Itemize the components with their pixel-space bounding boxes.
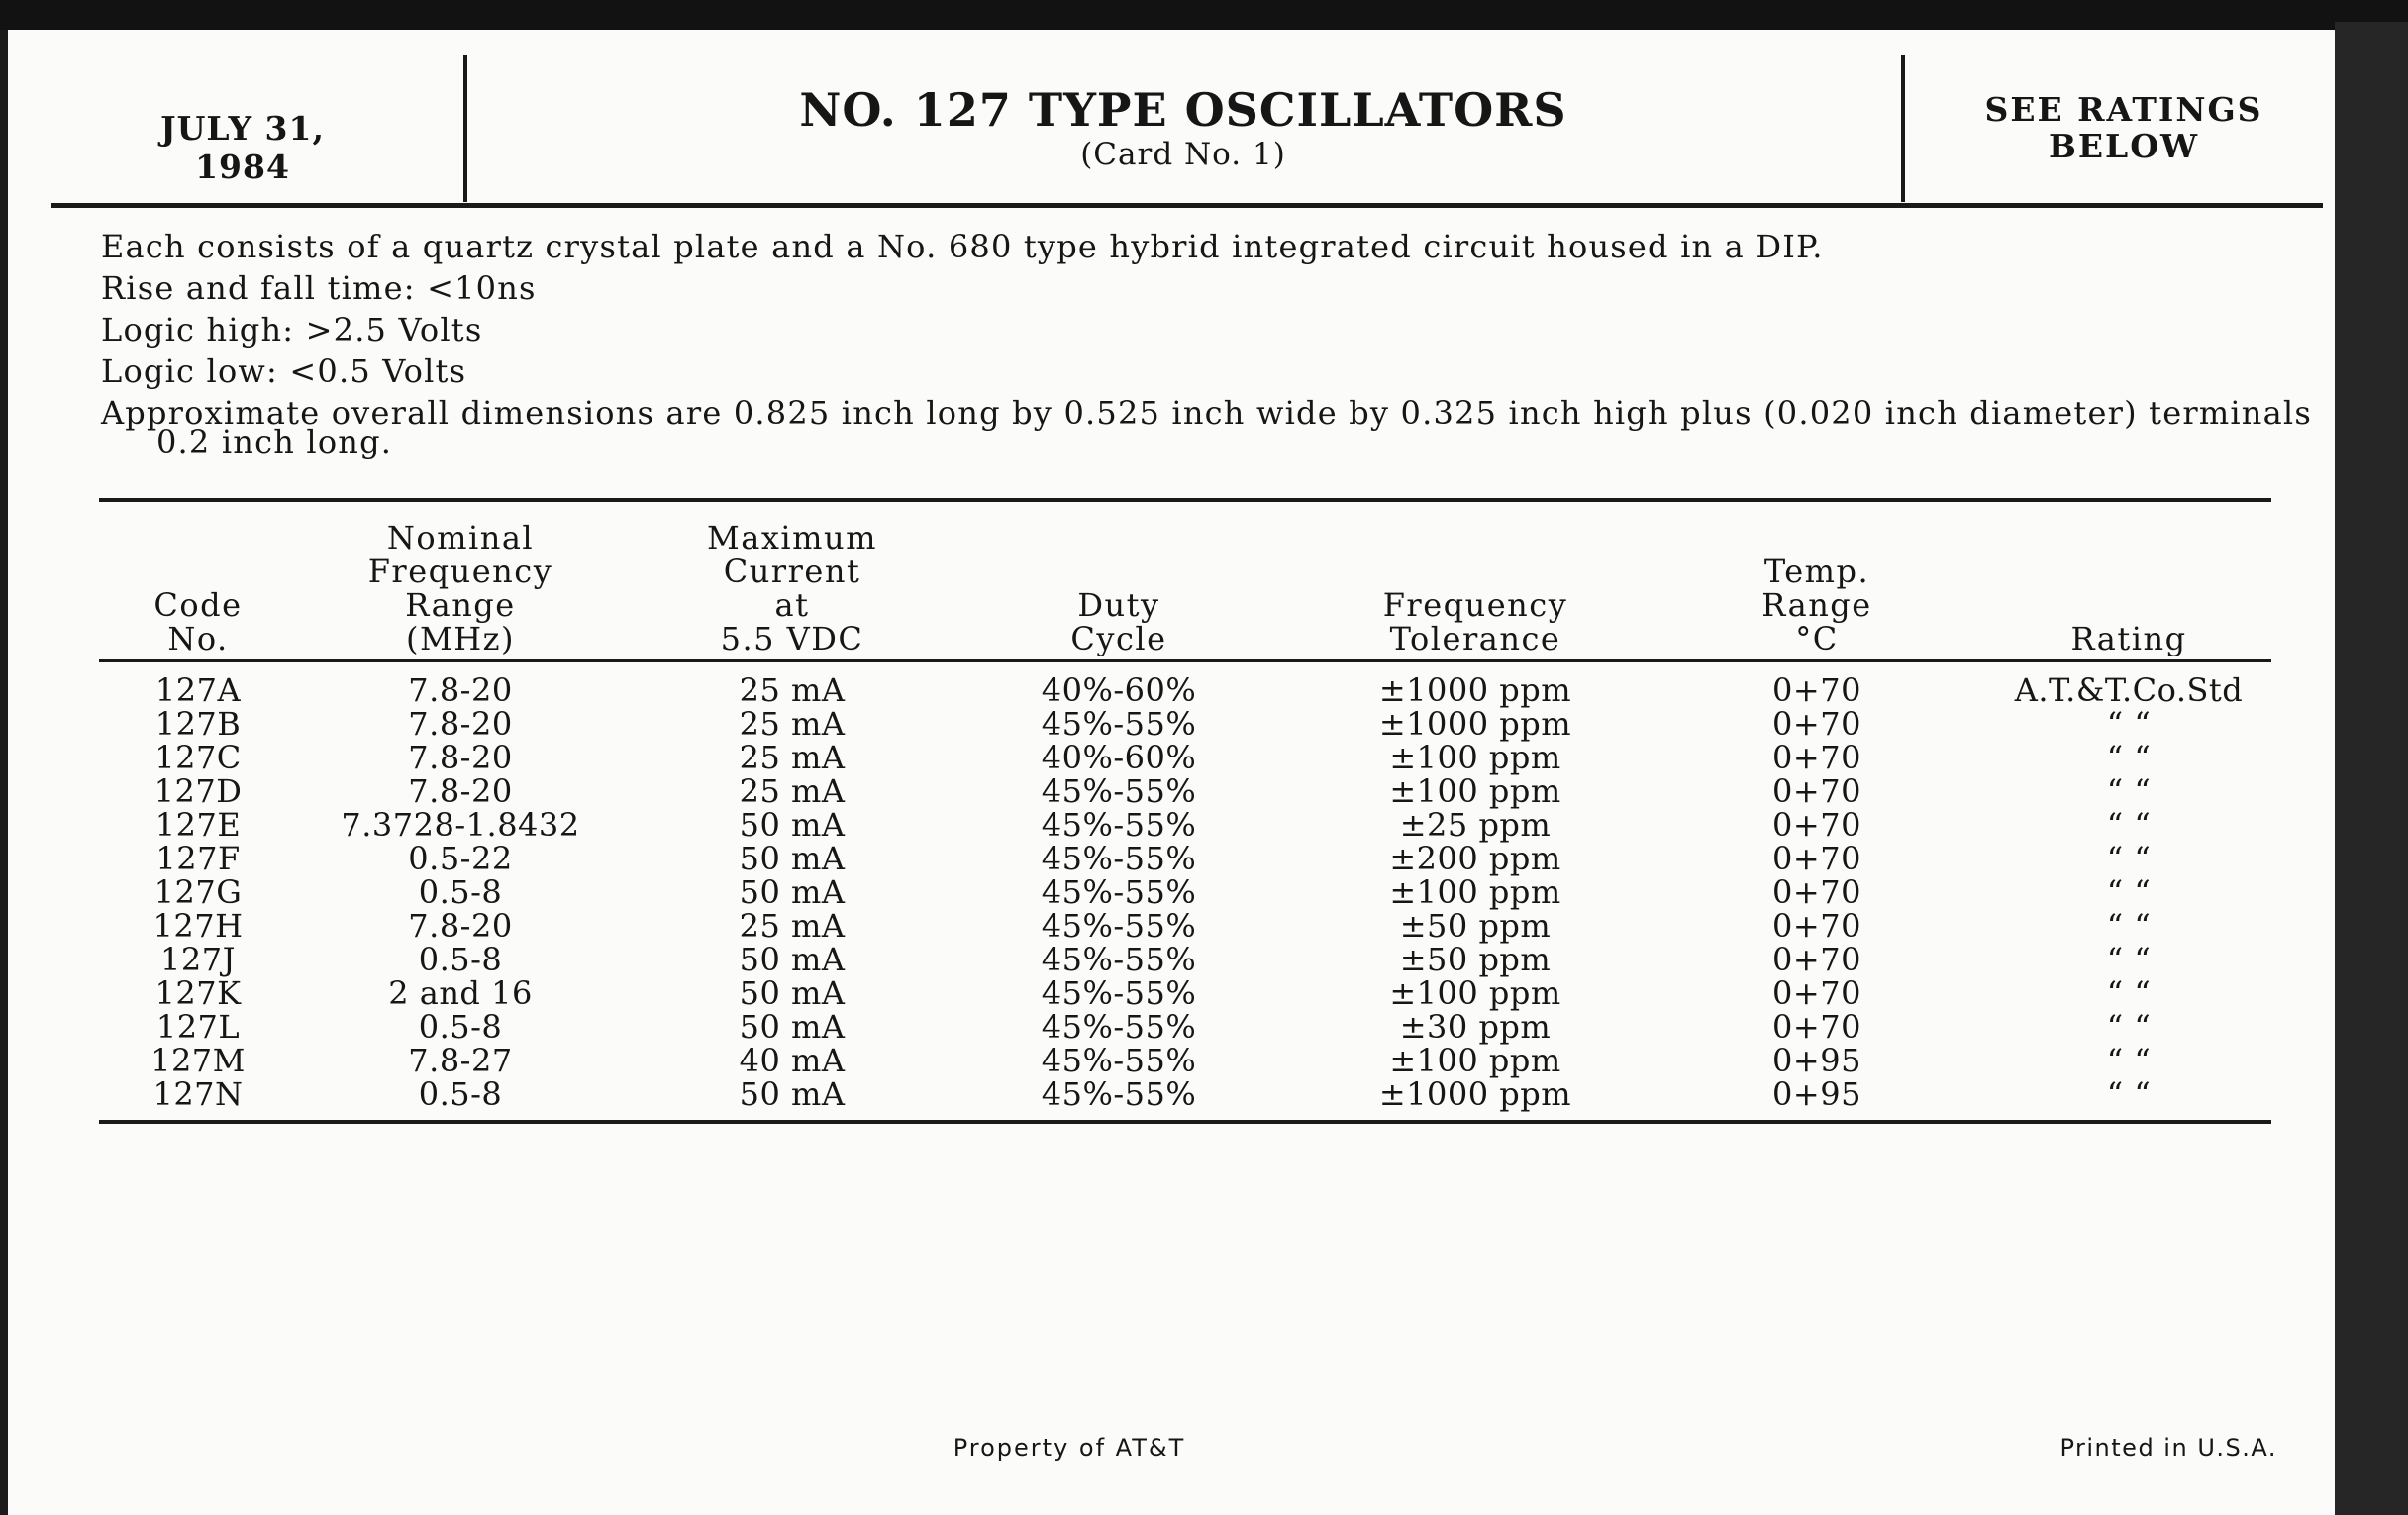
cell-tolerance: ±100 ppm	[1389, 1042, 1561, 1079]
description	[101, 226, 2319, 460]
cell-freq: 7.8-27	[408, 1042, 513, 1079]
cell-tolerance: ±1000 ppm	[1378, 705, 1572, 743]
cell-current: 50 mA	[739, 1008, 846, 1046]
description-line: Logic high: >2.5 Volts	[101, 311, 483, 349]
col-header-max-current	[644, 511, 941, 656]
cell-rating: “ “	[2106, 941, 2152, 978]
cell-code: 127E	[154, 806, 242, 844]
header-text: Rating	[2070, 620, 2187, 657]
cell-rating: “ “	[2106, 705, 2152, 743]
cell-freq: 0.5-8	[418, 1075, 503, 1113]
header-text: Tolerance	[1389, 620, 1561, 657]
cell-temp: 0+70	[1772, 806, 1861, 844]
cell-duty: 45%-55%	[1041, 1075, 1197, 1113]
header-text: No.	[167, 620, 229, 657]
cell-temp: 0+70	[1772, 974, 1861, 1012]
cell-duty: 45%-55%	[1041, 941, 1197, 978]
scan-border-right	[2335, 22, 2408, 1515]
cell-duty: 45%-55%	[1041, 840, 1197, 877]
table-row	[0, 741, 2327, 774]
cell-current: 50 mA	[739, 806, 846, 844]
cell-rating: “ “	[2106, 1042, 2152, 1079]
cell-rating: “ “	[2106, 1008, 2152, 1046]
cell-current: 50 mA	[739, 974, 846, 1012]
cell-current: 50 mA	[739, 941, 846, 978]
header-text: Code	[153, 586, 243, 624]
cell-rating: “ “	[2106, 873, 2152, 911]
col-header-code	[109, 511, 287, 656]
table-body	[0, 673, 2327, 1111]
ratings-note	[1956, 91, 2292, 164]
cell-duty: 45%-55%	[1041, 974, 1197, 1012]
cell-tolerance: ±100 ppm	[1389, 772, 1561, 810]
cell-code: 127N	[152, 1075, 244, 1113]
table-row	[0, 943, 2327, 976]
cell-rating: “ “	[2106, 907, 2152, 945]
table-row	[0, 774, 2327, 808]
cell-rating: “ “	[2106, 739, 2152, 776]
cell-duty: 40%-60%	[1041, 739, 1197, 776]
table-rule-top	[99, 498, 2271, 502]
header-text: Frequency	[1382, 586, 1568, 624]
header-text: Cycle	[1070, 620, 1167, 657]
cell-temp: 0+70	[1772, 671, 1861, 709]
table-row	[0, 707, 2327, 741]
ratings-note-line2: BELOW	[2048, 127, 2200, 165]
cell-temp: 0+70	[1772, 840, 1861, 877]
header-date: JULY 31, 1984	[160, 109, 325, 186]
cell-rating: “ “	[2106, 1075, 2152, 1113]
cell-current: 50 mA	[739, 873, 846, 911]
scan-border-top	[0, 0, 2408, 30]
cell-current: 40 mA	[739, 1042, 846, 1079]
cell-tolerance: ±100 ppm	[1389, 974, 1561, 1012]
cell-code: 127M	[150, 1042, 246, 1079]
header-text: °C	[1795, 620, 1839, 657]
cell-duty: 45%-55%	[1041, 907, 1197, 945]
cell-freq: 2 and 16	[388, 974, 533, 1012]
footer-printed: Printed in U.S.A.	[2059, 1434, 2277, 1462]
cell-tolerance: ±50 ppm	[1399, 907, 1552, 945]
cell-code: 127A	[154, 671, 242, 709]
description-line: Logic low: <0.5 Volts	[101, 353, 467, 390]
cell-rating: A.T.&T.Co.Std	[2014, 671, 2244, 709]
description-line: Approximate overall dimensions are 0.825 inch long by 0.525 inch wide by 0.325 inch high plus (0.020 inch diameter) terminals	[101, 394, 2312, 432]
cell-duty: 45%-55%	[1041, 873, 1197, 911]
cell-freq: 0.5-8	[418, 1008, 503, 1046]
cell-current: 50 mA	[739, 1075, 846, 1113]
cell-temp: 0+70	[1772, 705, 1861, 743]
cell-duty: 45%-55%	[1041, 772, 1197, 810]
table-row	[0, 1010, 2327, 1044]
cell-code: 127F	[155, 840, 241, 877]
cell-rating: “ “	[2106, 806, 2152, 844]
cell-current: 25 mA	[739, 772, 846, 810]
cell-tolerance: ±25 ppm	[1399, 806, 1552, 844]
cell-code: 127H	[152, 907, 244, 945]
cell-tolerance: ±1000 ppm	[1378, 671, 1572, 709]
page-title: NO. 127 TYPE OSCILLATORS	[799, 83, 1567, 137]
table-row	[0, 976, 2327, 1010]
cell-code: 127D	[153, 772, 243, 810]
header-text: Range	[1761, 586, 1872, 624]
table-row	[0, 909, 2327, 943]
header-text: 5.5 VDC	[720, 620, 864, 657]
col-header-frequency-range	[312, 511, 609, 656]
cell-tolerance: ±100 ppm	[1389, 739, 1561, 776]
cell-freq: 7.8-20	[408, 907, 513, 945]
cell-freq: 0.5-8	[418, 941, 503, 978]
header-text: Maximum	[707, 519, 877, 556]
header-text: (MHz)	[406, 620, 515, 657]
table-row	[0, 673, 2327, 707]
cell-code: 127B	[154, 705, 242, 743]
cell-temp: 0+95	[1772, 1075, 1861, 1113]
cell-rating: “ “	[2106, 772, 2152, 810]
table-row	[0, 842, 2327, 875]
cell-code: 127C	[154, 739, 242, 776]
cell-current: 25 mA	[739, 705, 846, 743]
cell-freq: 7.8-20	[408, 705, 513, 743]
cell-tolerance: ±100 ppm	[1389, 873, 1561, 911]
col-header-duty-cycle	[970, 511, 1267, 656]
cell-rating: “ “	[2106, 840, 2152, 877]
description-line: Each consists of a quartz crystal plate and a No. 680 type hybrid integrated circuit housed in a DIP.	[101, 228, 1824, 265]
cell-temp: 0+70	[1772, 772, 1861, 810]
cell-duty: 45%-55%	[1041, 1008, 1197, 1046]
cell-code: 127J	[160, 941, 236, 978]
cell-tolerance: ±200 ppm	[1389, 840, 1561, 877]
cell-freq: 7.8-20	[408, 671, 513, 709]
header-divider-right	[1901, 55, 1905, 202]
table-row	[0, 808, 2327, 842]
col-header-frequency-tolerance	[1327, 511, 1624, 656]
cell-duty: 45%-55%	[1041, 806, 1197, 844]
cell-temp: 0+70	[1772, 941, 1861, 978]
cell-tolerance: ±50 ppm	[1399, 941, 1552, 978]
header-text: Current	[723, 553, 861, 590]
footer-property: Property of AT&T	[953, 1434, 1186, 1462]
cell-current: 25 mA	[739, 739, 846, 776]
description-line: Rise and fall time: <10ns	[101, 269, 537, 307]
header-text: Temp.	[1763, 553, 1870, 590]
table-row	[0, 1044, 2327, 1077]
table-rule-header	[99, 659, 2271, 662]
col-header-rating	[1980, 511, 2277, 656]
cell-freq: 0.5-22	[408, 840, 513, 877]
cell-code: 127G	[153, 873, 243, 911]
card-number: (Card No. 1)	[1080, 137, 1286, 172]
ratings-note-line1: SEE RATINGS	[1984, 90, 2263, 129]
cell-temp: 0+70	[1772, 1008, 1861, 1046]
header-rule	[51, 203, 2323, 208]
header-text: Range	[405, 586, 516, 624]
cell-duty: 45%-55%	[1041, 705, 1197, 743]
header-divider-left	[463, 55, 467, 202]
cell-freq: 0.5-8	[418, 873, 503, 911]
col-header-temp-range	[1678, 511, 1956, 656]
cell-temp: 0+70	[1772, 907, 1861, 945]
cell-temp: 0+95	[1772, 1042, 1861, 1079]
header-text: Frequency	[367, 553, 553, 590]
table-rule-bottom	[99, 1120, 2271, 1124]
table-row	[0, 1077, 2327, 1111]
cell-current: 25 mA	[739, 671, 846, 709]
header-text: Duty	[1077, 586, 1160, 624]
cell-duty: 45%-55%	[1041, 1042, 1197, 1079]
cell-freq: 7.3728-1.8432	[341, 806, 580, 844]
cell-code: 127L	[155, 1008, 241, 1046]
cell-current: 25 mA	[739, 907, 846, 945]
cell-rating: “ “	[2106, 974, 2152, 1012]
cell-tolerance: ±30 ppm	[1399, 1008, 1552, 1046]
cell-temp: 0+70	[1772, 739, 1861, 776]
cell-freq: 7.8-20	[408, 772, 513, 810]
cell-current: 50 mA	[739, 840, 846, 877]
cell-freq: 7.8-20	[408, 739, 513, 776]
description-line: 0.2 inch long.	[156, 423, 393, 460]
table-row	[0, 875, 2327, 909]
header-text: at	[774, 586, 810, 624]
cell-tolerance: ±1000 ppm	[1378, 1075, 1572, 1113]
cell-temp: 0+70	[1772, 873, 1861, 911]
header-text: Nominal	[386, 519, 535, 556]
cell-duty: 40%-60%	[1041, 671, 1197, 709]
cell-code: 127K	[154, 974, 242, 1012]
